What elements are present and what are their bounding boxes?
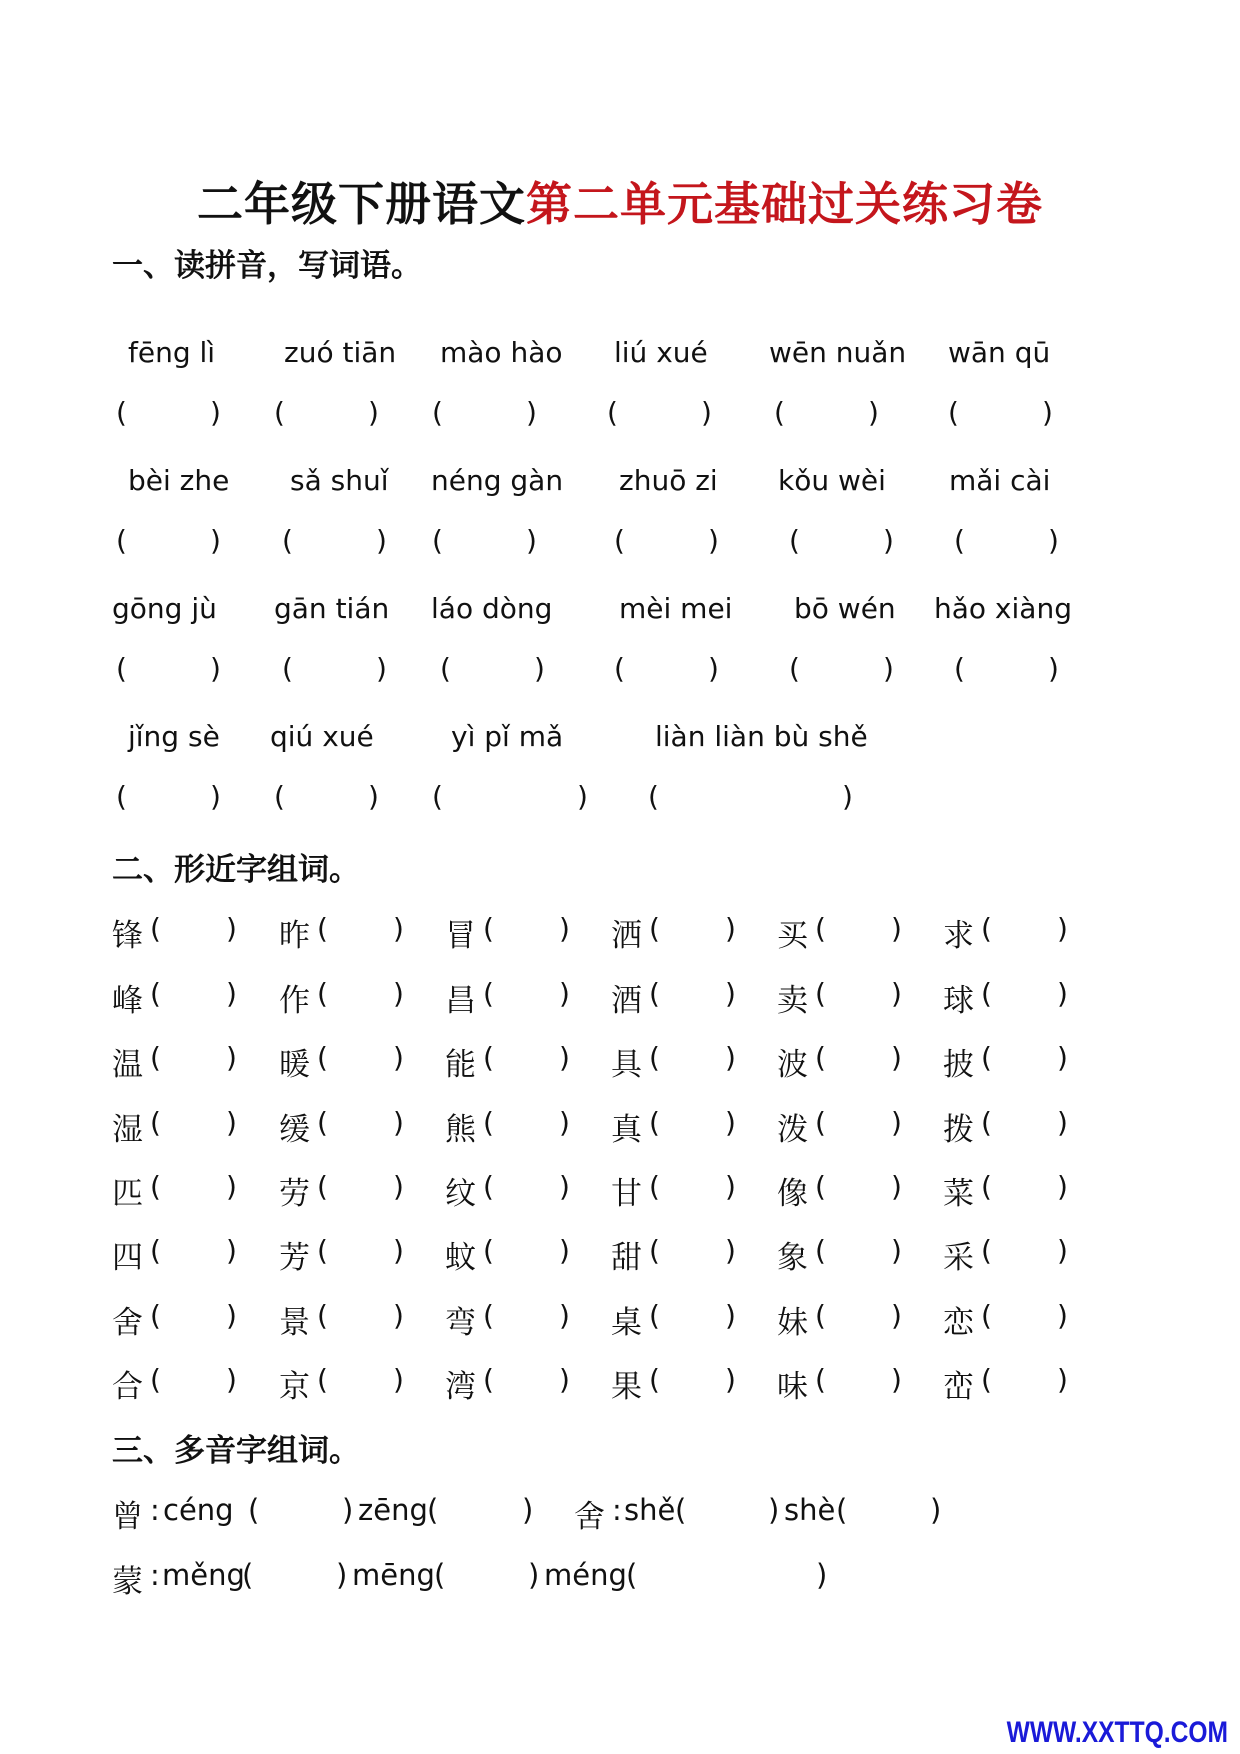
answer-blank-open[interactable]: ( (649, 977, 660, 1010)
answer-blank-close: ) (708, 524, 719, 557)
reading-pinyin: méng (544, 1558, 627, 1592)
answer-blank-open[interactable]: ( (432, 524, 443, 557)
pinyin-word: liàn liàn bù shě (655, 720, 868, 753)
answer-blank-open[interactable]: ( (774, 396, 785, 429)
answer-blank-close: ) (559, 912, 570, 945)
answer-blank-close: ) (1057, 1106, 1068, 1139)
answer-blank-close: ) (1057, 912, 1068, 945)
pinyin-word: hǎo xiàng (934, 592, 1072, 625)
pinyin-word: mào hào (440, 336, 563, 369)
answer-blank-close: ) (1048, 652, 1059, 685)
character: 湿 (112, 1112, 143, 1148)
answer-blank-open[interactable]: ( (317, 912, 328, 945)
answer-blank-open[interactable]: ( (483, 1363, 494, 1396)
character: 芳 (279, 1240, 310, 1276)
reading-pinyin: céng (163, 1493, 234, 1527)
answer-blank-close: ) (701, 396, 712, 429)
section1-heading: 一、读拼音，写词语。 (112, 248, 422, 284)
answer-blank-close: ) (725, 1170, 736, 1203)
character: 洒 (611, 918, 642, 954)
answer-blank-open[interactable]: ( (282, 524, 293, 557)
reading-pinyin: mēng (352, 1558, 435, 1592)
character: 景 (279, 1305, 310, 1341)
answer-blank-open[interactable]: ( (649, 1106, 660, 1139)
answer-blank-close: ) (577, 780, 588, 813)
character: 合 (112, 1369, 143, 1405)
answer-blank-close: ) (725, 1234, 736, 1267)
answer-blank-close: ) (891, 1234, 902, 1267)
colon: : (612, 1493, 622, 1527)
answer-blank-open[interactable]: ( (483, 1106, 494, 1139)
answer-blank-close: ) (210, 524, 221, 557)
answer-blank-close: ) (883, 524, 894, 557)
answer-blank-close: ) (376, 652, 387, 685)
pinyin-word: jǐng sè (128, 720, 220, 753)
answer-blank-open[interactable]: ( (954, 524, 965, 557)
pinyin-word: wān qū (948, 336, 1051, 369)
character: 劳 (279, 1176, 310, 1212)
title-unit-part: 第二单元基础过关练习卷 (526, 177, 1043, 231)
pinyin-word: bèi zhe (128, 464, 230, 497)
answer-blank-open[interactable]: ( (981, 977, 992, 1010)
pinyin-word: gān tián (274, 592, 390, 625)
answer-blank-open[interactable]: ( (981, 1041, 992, 1074)
title-grade-part: 二年级下册语文 (197, 177, 526, 231)
answer-blank-open[interactable]: ( (317, 1363, 328, 1396)
reading-pinyin: měng (162, 1558, 245, 1592)
answer-blank-open[interactable]: ( (649, 1170, 660, 1203)
answer-blank-open[interactable]: ( (649, 1234, 660, 1267)
answer-blank-open[interactable]: ( (815, 1106, 826, 1139)
character: 熊 (445, 1112, 476, 1148)
answer-blank-close: ) (1042, 396, 1053, 429)
answer-blank-close: ) (891, 912, 902, 945)
character: 采 (943, 1240, 974, 1276)
answer-blank-open[interactable]: ( (607, 396, 618, 429)
answer-blank-close: ) (336, 1558, 348, 1592)
character: 舍 (112, 1305, 143, 1341)
answer-blank-close: ) (725, 1363, 736, 1396)
character: 弯 (445, 1305, 476, 1341)
answer-blank-open[interactable]: ( (150, 977, 161, 1010)
answer-blank-open[interactable]: ( (981, 1234, 992, 1267)
answer-blank-close: ) (534, 652, 545, 685)
page-title (0, 168, 1240, 234)
answer-blank-open[interactable]: ( (981, 1170, 992, 1203)
reading-pinyin: zēng (358, 1493, 428, 1527)
character: 像 (777, 1176, 808, 1212)
answer-blank-open[interactable]: ( (836, 1493, 848, 1527)
character: 峰 (112, 983, 143, 1019)
answer-blank-close: ) (526, 524, 537, 557)
character: 暖 (279, 1047, 310, 1083)
answer-blank-close: ) (868, 396, 879, 429)
answer-blank-open[interactable]: ( (815, 977, 826, 1010)
answer-blank-open[interactable]: ( (614, 524, 625, 557)
character: 果 (611, 1369, 642, 1405)
pinyin-word: láo dòng (431, 592, 553, 625)
answer-blank-open[interactable]: ( (789, 652, 800, 685)
character: 波 (777, 1047, 808, 1083)
pinyin-word: yì pǐ mǎ (451, 720, 564, 753)
answer-blank-close: ) (559, 1041, 570, 1074)
answer-blank-close: ) (930, 1493, 942, 1527)
answer-blank-close: ) (725, 1106, 736, 1139)
character: 泼 (777, 1112, 808, 1148)
character: 象 (777, 1240, 808, 1276)
pinyin-word: zhuō zi (619, 464, 718, 497)
answer-blank-open[interactable]: ( (317, 1106, 328, 1139)
answer-blank-close: ) (559, 1299, 570, 1332)
answer-blank-close: ) (891, 1106, 902, 1139)
answer-blank-close: ) (226, 1234, 237, 1267)
answer-blank-close: ) (393, 912, 404, 945)
answer-blank-close: ) (1057, 1041, 1068, 1074)
answer-blank-close: ) (376, 524, 387, 557)
character: 峦 (943, 1369, 974, 1405)
answer-blank-close: ) (368, 780, 379, 813)
character: 蚊 (445, 1240, 476, 1276)
character: 恋 (943, 1305, 974, 1341)
answer-blank-close: ) (816, 1558, 828, 1592)
character: 真 (611, 1112, 642, 1148)
answer-blank-open[interactable]: ( (981, 1106, 992, 1139)
answer-blank-open[interactable]: ( (282, 652, 293, 685)
pinyin-word: zuó tiān (284, 336, 397, 369)
pinyin-word: gōng jù (112, 592, 217, 625)
answer-blank-open[interactable]: ( (815, 1299, 826, 1332)
answer-blank-close: ) (226, 1170, 237, 1203)
polyphone-character: 曾 (112, 1499, 143, 1535)
character: 球 (943, 983, 974, 1019)
character: 具 (611, 1047, 642, 1083)
answer-blank-open[interactable]: ( (317, 1041, 328, 1074)
answer-blank-open[interactable]: ( (626, 1558, 638, 1592)
character: 披 (943, 1047, 974, 1083)
pinyin-word: wēn nuǎn (769, 336, 907, 369)
character: 求 (943, 918, 974, 954)
character: 妹 (777, 1305, 808, 1341)
answer-blank-open[interactable]: ( (317, 1170, 328, 1203)
answer-blank-open[interactable]: ( (614, 652, 625, 685)
polyphone-character: 蒙 (112, 1564, 143, 1600)
answer-blank-open[interactable]: ( (317, 977, 328, 1010)
answer-blank-open[interactable]: ( (649, 1299, 660, 1332)
character: 拨 (943, 1112, 974, 1148)
answer-blank-close: ) (559, 1363, 570, 1396)
answer-blank-open[interactable]: ( (815, 1234, 826, 1267)
character: 匹 (112, 1176, 143, 1212)
answer-blank-close: ) (891, 1170, 902, 1203)
answer-blank-close: ) (1057, 1170, 1068, 1203)
answer-blank-open[interactable]: ( (432, 780, 443, 813)
colon: : (150, 1558, 160, 1592)
answer-blank-close: ) (725, 912, 736, 945)
colon: : (150, 1493, 160, 1527)
answer-blank-close: ) (891, 977, 902, 1010)
character: 湾 (445, 1369, 476, 1405)
answer-blank-open[interactable]: ( (150, 1106, 161, 1139)
answer-blank-close: ) (842, 780, 853, 813)
answer-blank-close: ) (226, 1363, 237, 1396)
answer-blank-open[interactable]: ( (483, 977, 494, 1010)
answer-blank-close: ) (725, 1299, 736, 1332)
answer-blank-open[interactable]: ( (150, 1234, 161, 1267)
character: 能 (445, 1047, 476, 1083)
answer-blank-open[interactable]: ( (649, 1363, 660, 1396)
answer-blank-open[interactable]: ( (116, 524, 127, 557)
answer-blank-close: ) (725, 977, 736, 1010)
answer-blank-close: ) (393, 1170, 404, 1203)
answer-blank-close: ) (226, 977, 237, 1010)
answer-blank-close: ) (559, 1106, 570, 1139)
polyphone-character: 舍 (574, 1499, 605, 1535)
answer-blank-open[interactable]: ( (427, 1493, 439, 1527)
answer-blank-close: ) (559, 1170, 570, 1203)
pinyin-word: fēng lì (128, 336, 216, 369)
answer-blank-open[interactable]: ( (649, 1041, 660, 1074)
reading-pinyin: shè (784, 1493, 836, 1527)
pinyin-word: kǒu wèi (778, 464, 886, 497)
answer-blank-close: ) (368, 396, 379, 429)
pinyin-word: sǎ shuǐ (290, 464, 389, 497)
character: 昨 (279, 918, 310, 954)
answer-blank-open[interactable]: ( (150, 1363, 161, 1396)
pinyin-word: bō wén (794, 592, 896, 625)
character: 卖 (777, 983, 808, 1019)
character: 温 (112, 1047, 143, 1083)
answer-blank-open[interactable]: ( (150, 912, 161, 945)
character: 味 (777, 1369, 808, 1405)
answer-blank-open[interactable]: ( (981, 1363, 992, 1396)
pinyin-word: mèi mei (619, 592, 733, 625)
answer-blank-close: ) (528, 1558, 540, 1592)
answer-blank-open[interactable]: ( (483, 1041, 494, 1074)
answer-blank-open[interactable]: ( (116, 780, 127, 813)
answer-blank-close: ) (891, 1299, 902, 1332)
answer-blank-open[interactable]: ( (274, 396, 285, 429)
answer-blank-close: ) (891, 1363, 902, 1396)
answer-blank-close: ) (393, 1363, 404, 1396)
answer-blank-close: ) (393, 1106, 404, 1139)
answer-blank-close: ) (526, 396, 537, 429)
character: 纹 (445, 1176, 476, 1212)
answer-blank-open[interactable]: ( (150, 1041, 161, 1074)
answer-blank-close: ) (226, 912, 237, 945)
character: 昌 (445, 983, 476, 1019)
answer-blank-close: ) (1057, 1234, 1068, 1267)
answer-blank-open[interactable]: ( (248, 1493, 260, 1527)
answer-blank-open[interactable]: ( (483, 1234, 494, 1267)
answer-blank-close: ) (226, 1041, 237, 1074)
answer-blank-open[interactable]: ( (649, 912, 660, 945)
answer-blank-close: ) (226, 1106, 237, 1139)
answer-blank-open[interactable]: ( (116, 396, 127, 429)
answer-blank-close: ) (210, 396, 221, 429)
answer-blank-close: ) (393, 1299, 404, 1332)
answer-blank-open[interactable]: ( (317, 1234, 328, 1267)
answer-blank-open[interactable]: ( (675, 1493, 687, 1527)
character: 作 (279, 983, 310, 1019)
answer-blank-open[interactable]: ( (789, 524, 800, 557)
answer-blank-open[interactable]: ( (648, 780, 659, 813)
answer-blank-close: ) (522, 1493, 534, 1527)
pinyin-word: liú xué (614, 336, 708, 369)
section2-heading: 二、形近字组词。 (112, 852, 360, 888)
answer-blank-open[interactable]: ( (440, 652, 451, 685)
answer-blank-open[interactable]: ( (981, 1299, 992, 1332)
character: 缓 (279, 1112, 310, 1148)
answer-blank-close: ) (1057, 1299, 1068, 1332)
character: 冒 (445, 918, 476, 954)
character: 桌 (611, 1305, 642, 1341)
answer-blank-open[interactable]: ( (150, 1299, 161, 1332)
character: 锋 (112, 918, 143, 954)
answer-blank-close: ) (559, 1234, 570, 1267)
character: 甘 (611, 1176, 642, 1212)
answer-blank-open[interactable]: ( (815, 1170, 826, 1203)
pinyin-word: qiú xué (270, 720, 374, 753)
answer-blank-close: ) (393, 1041, 404, 1074)
answer-blank-open[interactable]: ( (432, 396, 443, 429)
answer-blank-close: ) (1048, 524, 1059, 557)
answer-blank-open[interactable]: ( (815, 1041, 826, 1074)
answer-blank-close: ) (891, 1041, 902, 1074)
character: 四 (112, 1240, 143, 1276)
reading-pinyin: shě (624, 1493, 676, 1527)
character: 买 (777, 918, 808, 954)
character: 京 (279, 1369, 310, 1405)
answer-blank-close: ) (210, 780, 221, 813)
character: 甜 (611, 1240, 642, 1276)
answer-blank-open[interactable]: ( (981, 912, 992, 945)
answer-blank-close: ) (768, 1493, 780, 1527)
answer-blank-close: ) (226, 1299, 237, 1332)
answer-blank-close: ) (393, 1234, 404, 1267)
section3-heading: 三、多音字组词。 (112, 1433, 360, 1469)
answer-blank-open[interactable]: ( (483, 1170, 494, 1203)
character: 酒 (611, 983, 642, 1019)
answer-blank-open[interactable]: ( (815, 912, 826, 945)
character: 菜 (943, 1176, 974, 1212)
answer-blank-open[interactable]: ( (242, 1558, 254, 1592)
answer-blank-close: ) (1057, 1363, 1068, 1396)
answer-blank-open[interactable]: ( (317, 1299, 328, 1332)
answer-blank-open[interactable]: ( (954, 652, 965, 685)
answer-blank-open[interactable]: ( (434, 1558, 446, 1592)
answer-blank-close: ) (725, 1041, 736, 1074)
answer-blank-close: ) (210, 652, 221, 685)
answer-blank-close: ) (883, 652, 894, 685)
answer-blank-open[interactable]: ( (274, 780, 285, 813)
answer-blank-open[interactable]: ( (483, 1299, 494, 1332)
answer-blank-open[interactable]: ( (483, 912, 494, 945)
answer-blank-open[interactable]: ( (815, 1363, 826, 1396)
answer-blank-close: ) (1057, 977, 1068, 1010)
site-watermark: WWW.XXTTQ.COM (1006, 1716, 1228, 1749)
answer-blank-open[interactable]: ( (150, 1170, 161, 1203)
answer-blank-close: ) (342, 1493, 354, 1527)
answer-blank-close: ) (393, 977, 404, 1010)
pinyin-word: néng gàn (431, 464, 564, 497)
answer-blank-close: ) (559, 977, 570, 1010)
answer-blank-close: ) (708, 652, 719, 685)
answer-blank-open[interactable]: ( (948, 396, 959, 429)
pinyin-word: mǎi cài (949, 464, 1051, 497)
answer-blank-open[interactable]: ( (116, 652, 127, 685)
